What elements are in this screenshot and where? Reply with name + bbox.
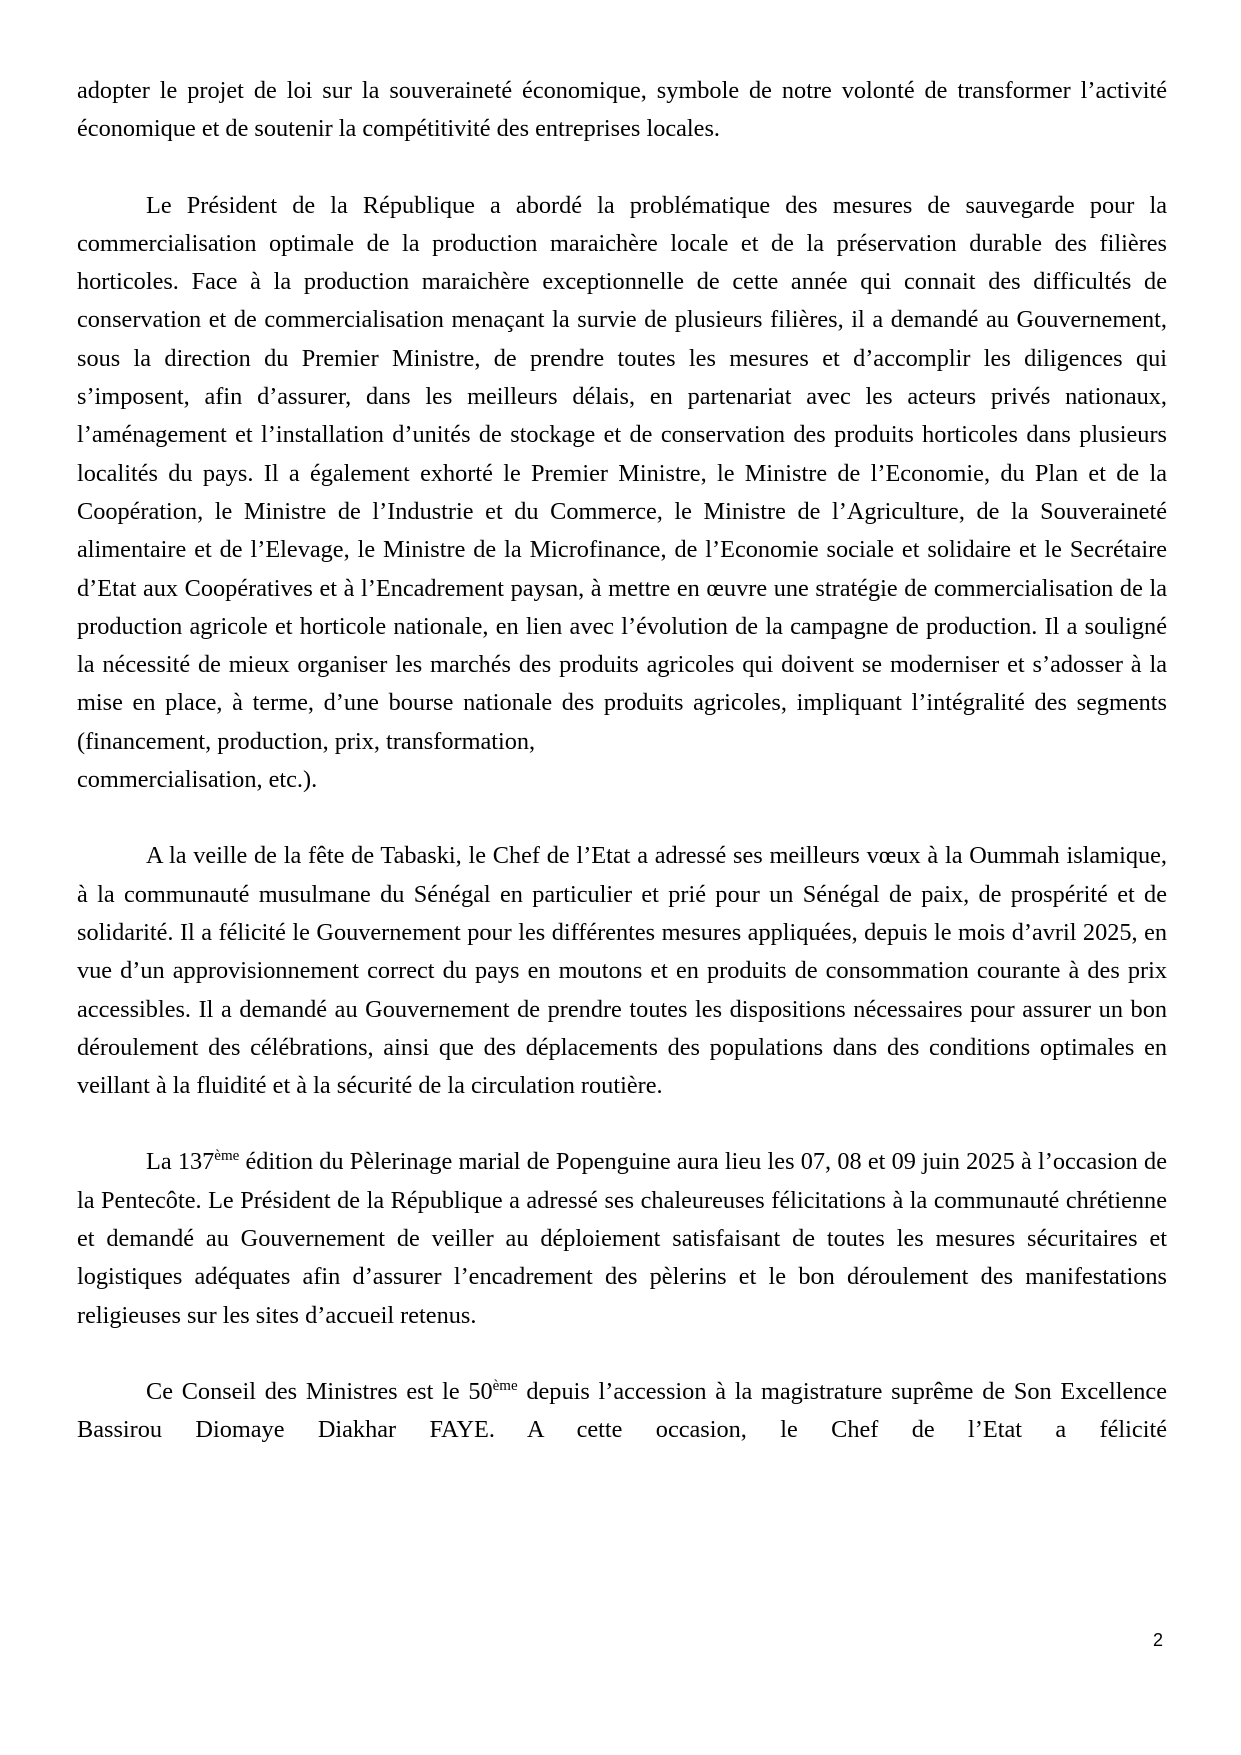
paragraph-text: Le Président de la République a abordé la problématique des mesures de sauvegarde pour la commercialisation optimale de la production maraichère locale et de la préservation durable des filières horticoles. Face à la production maraichère exceptionnelle de cette année qui connait des difficultés de conservation et de commercialisation menaçant la survie de plusieurs filières, il a demandé au Gouvernement, sous la direction du Premier Ministre, de prendre toutes les mesures et d’accomplir les diligences qui s’imposent, afin d’assurer, dans les meilleurs délais, en partenariat avec les acteurs privés nationaux, l’aménagement et l’installation d’unités de stockage et de conservation des produits horticoles dans plusieurs localités du pays. Il a également exhorté le Premier Ministre, le Ministre de l’Economie, du Plan et de la Coopération, le Ministre de l’Industrie et du Commerce, le Ministre de l’Agriculture, de la Souveraineté alimentaire et de l’Elevage, le Ministre de la Microfinance, de l’Economie sociale et solidaire et le Secrétaire d’Etat aux Coopératives et à l’Encadrement paysan, à mettre en œuvre une stratégie de commercialisation de la production agricole et horticole nationale, en lien avec l’évolution de la campagne de production. Il a souligné la nécessité de mieux organiser les marchés des produits agricoles qui doivent se moderniser et s’adosser à la mise en place, à terme, d’une bourse nationale des produits agricoles, impliquant l’intégralité des segments (financement, production, prix, transformation, xyxy=(77,191,1167,755)
paragraph-council-50th xyxy=(77,1373,1167,1450)
ordinal-superscript: ème xyxy=(492,1377,518,1394)
document-body xyxy=(77,72,1167,1488)
paragraph-horticulture-tail xyxy=(77,761,1167,799)
ordinal-superscript: ème xyxy=(214,1148,240,1165)
paragraph-text-start: La 137 xyxy=(146,1148,215,1176)
paragraph-text: commercialisation, etc.). xyxy=(77,766,318,794)
page-number: 2 xyxy=(1152,1630,1163,1650)
paragraph-popenguine xyxy=(77,1143,1167,1334)
paragraph-text-end: édition du Pèlerinage marial de Popenguine aura lieu les 07, 08 et 09 juin 2025 à l’occasion de la Pentecôte. Le Président de la République a adressé ses chaleureuses félicitations à la communauté chrétienne et demandé au Gouvernement de veiller au déploiement satisfaisant de toutes les mesures sécuritaires et logistiques adéquates afin d’assurer l’encadrement des pèlerins et le bon déroulement des manifestations religieuses sur les sites d’accueil retenus. xyxy=(77,1148,1167,1329)
paragraph-text-end: depuis l’accession à la magistrature suprême de Son Excellence Bassirou Diomaye Diakhar FAYE. A cette occasion, le Chef de l’Etat a félicité xyxy=(77,1377,1167,1444)
paragraph-horticulture xyxy=(77,187,1167,761)
paragraph-text: A la veille de la fête de Tabaski, le Chef de l’Etat a adressé ses meilleurs vœux à la Oummah islamique, à la communauté musulmane du Sénégal en particulier et prié pour un Sénégal de paix, de prospérité et de solidarité. Il a félicité le Gouvernement pour les différentes mesures appliquées, depuis le mois d’avril 2025, en vue d’un approvisionnement correct du pays en moutons et en produits de consommation courante à des prix accessibles. Il a demandé au Gouvernement de prendre toutes les dispositions nécessaires pour assurer un bon déroulement des célébrations, ainsi que des déplacements des populations dans des conditions optimales en veillant à la fluidité et à la sécurité de la circulation routière. xyxy=(77,842,1167,1100)
paragraph-text-start: Ce Conseil des Ministres est le 50 xyxy=(146,1377,493,1405)
paragraph-text: adopter le projet de loi sur la souveraineté économique, symbole de notre volonté de transformer l’activité économique et de soutenir la compétitivité des entreprises locales. xyxy=(77,77,1167,143)
paragraph-economic-sovereignty xyxy=(77,72,1167,149)
paragraph-tabaski xyxy=(77,837,1167,1105)
